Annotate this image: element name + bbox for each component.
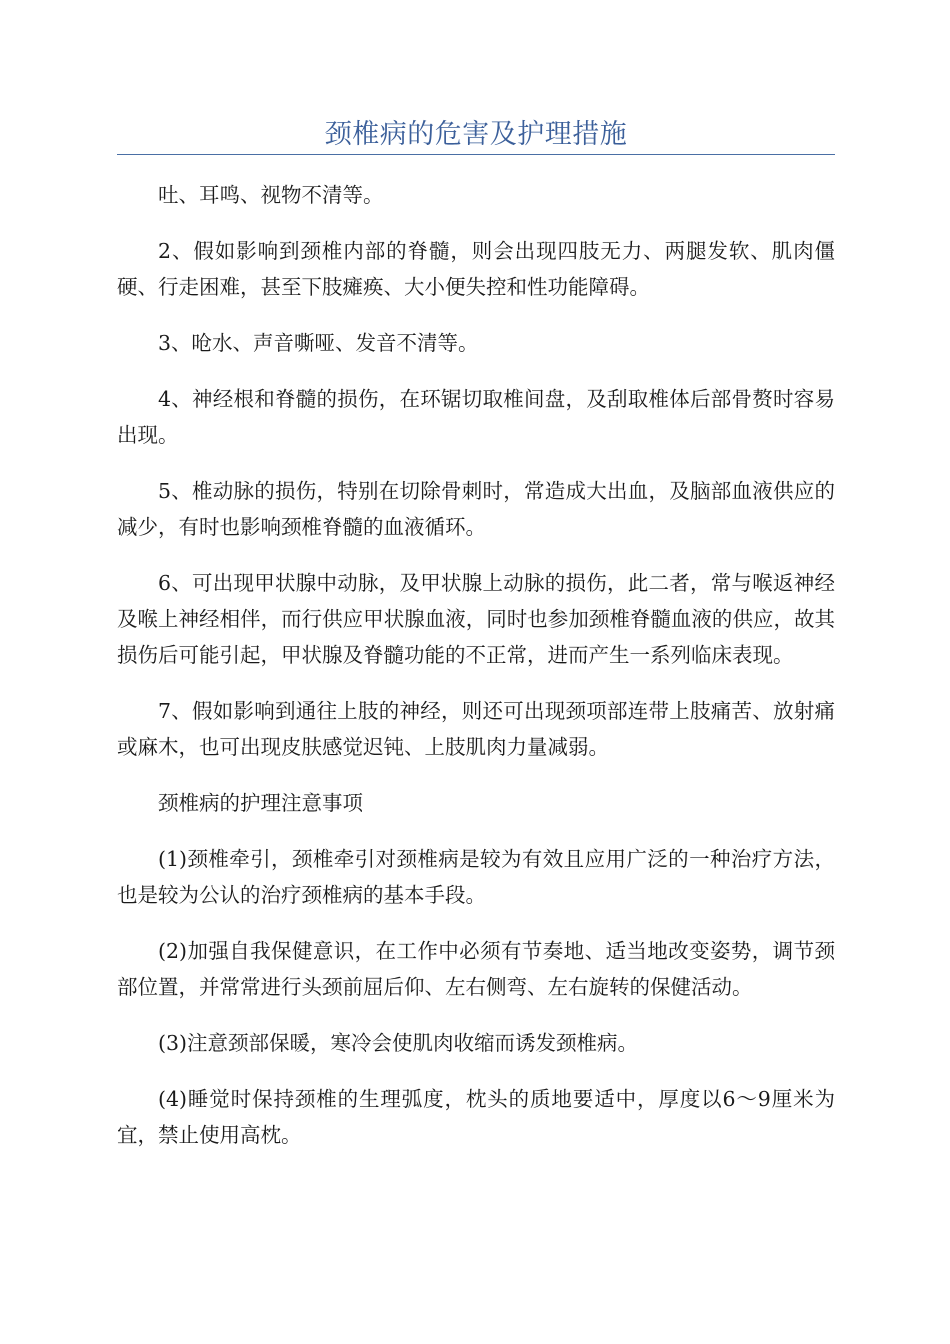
document-page xyxy=(117,0,835,1173)
care-item-3: (3)注意颈部保暖，寒冷会使肌肉收缩而诱发颈椎病。 xyxy=(158,1031,639,1055)
section-heading-care: 颈椎病的护理注意事项 xyxy=(158,791,363,815)
paragraph-item-7: 7、假如影响到通往上肢的神经，则还可出现颈项部连带上肢痛苦、放射痛或麻木，也可出现皮肤感觉迟钝、上肢肌肉力量减弱。 xyxy=(117,699,835,759)
document-body xyxy=(117,177,835,1153)
care-item-1: (1)颈椎牵引，颈椎牵引对颈椎病是较为有效且应用广泛的一种治疗方法，也是较为公认的治疗颈椎病的基本手段。 xyxy=(117,847,835,907)
paragraph-item-2: 2、假如影响到颈椎内部的脊髓，则会出现四肢无力、两腿发软、肌肉僵硬、行走困难，甚至下肢瘫痪、大小便失控和性功能障碍。 xyxy=(117,239,835,299)
paragraph-item-6: 6、可出现甲状腺中动脉，及甲状腺上动脉的损伤，此二者，常与喉返神经及喉上神经相伴，而行供应甲状腺血液，同时也参加颈椎脊髓血液的供应，故其损伤后可能引起，甲状腺及脊髓功能的不正常，进而产生一系列临床表现。 xyxy=(117,571,835,667)
paragraph-continuation: 吐、耳鸣、视物不清等。 xyxy=(158,183,384,207)
paragraph-item-4: 4、神经根和脊髓的损伤，在环锯切取椎间盘，及刮取椎体后部骨赘时容易出现。 xyxy=(117,387,835,447)
page-title: 颈椎病的危害及护理措施 xyxy=(324,119,628,150)
paragraph-item-3: 3、呛水、声音嘶哑、发音不清等。 xyxy=(158,331,479,355)
paragraph-item-5: 5、椎动脉的损伤，特别在切除骨刺时，常造成大出血，及脑部血液供应的减少，有时也影响颈椎脊髓的血液循环。 xyxy=(117,479,835,539)
care-item-4: (4)睡觉时保持颈椎的生理弧度，枕头的质地要适中，厚度以6～9厘米为宜，禁止使用高枕。 xyxy=(117,1087,835,1147)
care-item-2: (2)加强自我保健意识，在工作中必须有节奏地、适当地改变姿势，调节颈部位置，并常常进行头颈前屈后仰、左右侧弯、左右旋转的保健活动。 xyxy=(117,939,835,999)
document-header xyxy=(117,0,835,155)
